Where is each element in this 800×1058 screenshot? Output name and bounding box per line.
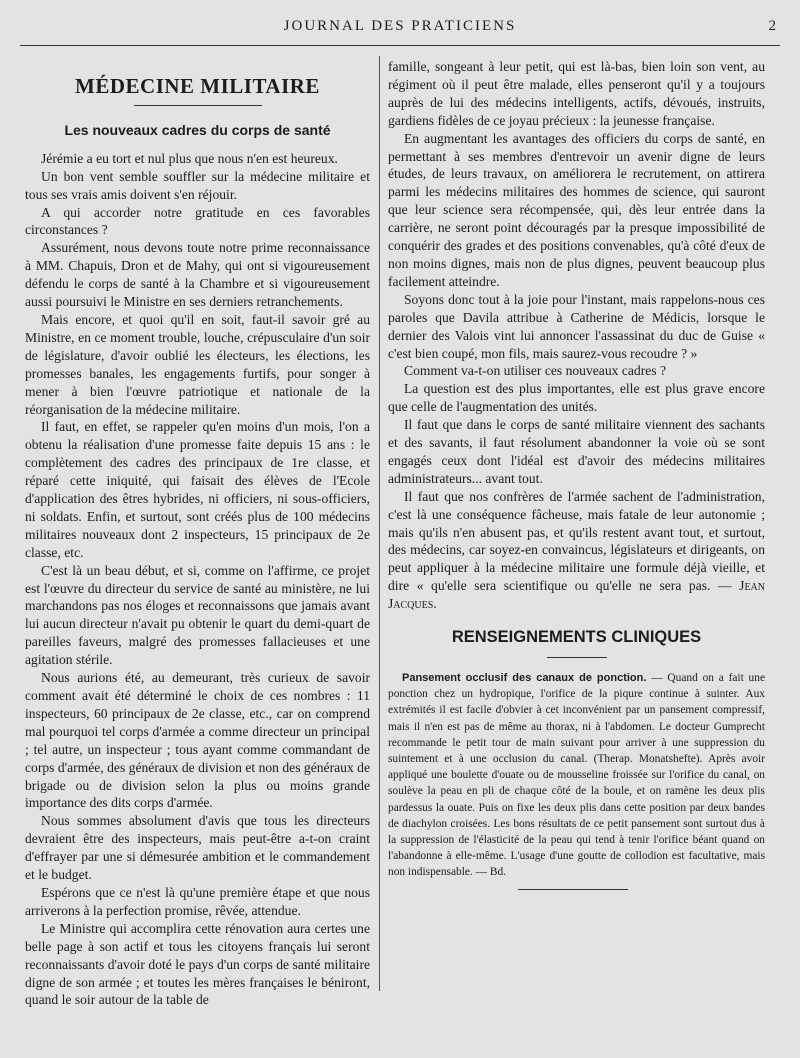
page-number: 2 — [768, 18, 776, 34]
clinical-text: — Quand on a fait une ponction chez un hydropique, l'orifice de la piqure continue à suinter. Aux extrémités il est facile d'obvier à cet inconvénient par un pansement compressif, mais il n'en est pas de même au thorax, ni à l'abdomen. Le docteur Gumprecht recommande le petit tour de main suivant pour arriver à une suppression du suintement et à une occlusion du canal. (Therap. Monatshefte). Après avoir appliqué une boulette d'ouate ou de mousseline froissée sur l'orifice du canal, on soulève la peau en pli de chaque côté de la boule, et on ramène les deux plis pardessus la ouate. Puis on fixe les deux plis dans cette position par deux bandes de diachylon croisées. Les bons résultats de ce petit pansement sont surtout dus à la suppression de l'élasticité de la peau qui tend à tenir l'orifice béant quand on l'abandonne à elle-même. L'usage d'une goutte de collodion est facultative, mais non indispensable. — Bd. — [388, 672, 765, 879]
title-rule — [134, 105, 262, 106]
paragraph-with-signature — [388, 488, 765, 613]
paragraph: Comment va-t-on utiliser ces nouveaux cadres ? — [404, 363, 666, 379]
paragraph: Mais encore, et quoi qu'il en soit, faut-il savoir gré au Ministre, en ce moment trouble, louche, crépusculaire d'un soir de législature, d'avoir oublié les électeurs, les élections, les promesses banales, les engagements furtifs, pour songer à mener à bien l'œuvre patriotique et nationale de la réorganisation de la médecine militaire. — [25, 311, 370, 417]
paragraph: C'est là un beau début, et si, comme on l'affirme, ce projet est l'œuvre du directeur du service de santé au ministère, ne lui marchandons pas nos éloges et reconnaissons que jamais avant lui aucun directeur n'avait pu obtenir le quart du demi-quart de pareilles faveurs, malgré des promesses fallacieuses et une agitation stérile. — [25, 562, 370, 668]
signature: Jean Jacques. — [388, 578, 765, 612]
paragraph: Il faut, en effet, se rappeler qu'en moins d'un mois, l'on a obtenu la réalisation d'une promesse faite depuis 15 ans : le complètement des cadres des principaux de 1re classe, et réparé cette iniquité, qui faisait des élèves de l'Ecole d'application des êtres hybrides, ni officiers, ni sous-officiers, ni soldats. Enfin, et surtout, sont créés plus de 100 médecins militaires nouveaux dont 2 inspecteurs, 15 principaux de 2e classe, etc. — [25, 419, 370, 560]
paragraph: Le Ministre qui accomplira cette rénovation aura certes une belle page à son actif et tous les citoyens français lui seront reconnaissants d'avoir doté le pays d'un corps de santé militaire digne de son armée ; et toutes les mères françaises le béniront, quand le soir autour de la table de — [25, 920, 370, 1008]
paragraph: En augmentant les avantages des officiers du corps de santé, en permettant à ses membres d'entrevoir un avenir digne de leurs études, de leurs travaux, on améliorera le recrutement, on attirera parmi les médecins militaires des hommes de science, qui sauront que leur science sera récompensée, qui, dès leur entrée dans la carrière, ne seront point découragés par la presque impossibilité de conquérir des grades et des positions convenables, qu'à côté d'eux de non moins dignes, mais non de plus dignes, peuvent beaucoup plus facilement atteindre. — [388, 130, 765, 289]
title-rule — [547, 657, 607, 658]
paragraph: Espérons que ce n'est là qu'une première étape et que nous arriverons à la perfection promise, rêvée, attendue. — [25, 884, 370, 918]
running-header — [18, 18, 782, 42]
section-title: MÉDECINE MILITAIRE — [75, 74, 320, 98]
column-rule — [379, 56, 380, 991]
clinical-paragraph — [388, 670, 765, 881]
right-column — [388, 58, 765, 890]
paragraph: Soyons donc tout à la joie pour l'instant, mais rappelons-nous ces paroles que Davila attribue à Catherine de Médicis, lorsque le dernier des Valois vint lui annoncer l'assassinat du duc de Guise « c'est bien coupé, mon fils, mais saurez-vous recoudre ? » — [388, 291, 765, 361]
paragraph: famille, songeant à leur petit, qui est là-bas, bien loin son vent, au régiment où il peut être malade, elles penseront qu'il y a toujours auprès de lui des médecins intelligents, actifs, dévoués, instruits, gardiens fidèles de ce joyau précieux : la jeunesse française. — [388, 59, 765, 128]
paragraph: A qui accorder notre gratitude en ces favorables circonstances ? — [25, 204, 370, 238]
paragraph: Assurément, nous devons toute notre prime reconnaissance à MM. Chapuis, Dron et de Mahy, qui ont si vigoureusement défendu le corps de santé à la Chambre et si vigoureusement aussi poursuivi le Ministre en ses derniers retranchements. — [25, 240, 370, 310]
paragraph-text: Il faut que nos confrères de l'armée sachent de l'administration, c'est là une conséquence fâcheuse, mais fatale de leur autonomie ; mais qu'ils n'en abusent pas, et qu'ils restent avant tout, et surtout, des médecins, car soyez-en convaincus, législateurs et dirigeants, on peut appliquer à la médecine militaire une formule déjà vieille, et dire « qu'elle sera scientifique ou qu'elle ne sera pas. — — [388, 488, 765, 594]
paragraph: Un bon vent semble souffler sur la médecine militaire et tous ses vrais amis doivent s'en réjouir. — [25, 168, 370, 202]
paragraph: La question est des plus importantes, elle est plus grave encore que celle de l'augmentation des unités. — [388, 381, 765, 415]
header-rule — [20, 45, 780, 46]
clinical-note — [388, 670, 765, 881]
end-rule — [518, 889, 628, 890]
paragraph: Il faut que dans le corps de santé militaire viennent des sachants et des savants, il faut résolument abandonner la voie où se sont engagés ceux dont l'idéal est d'avoir des médecins militaires administrateurs... avant tout. — [388, 417, 765, 486]
left-column — [25, 58, 370, 1009]
paragraph: Nous sommes absolument d'avis que tous les directeurs devraient être des inspecteurs, mais peut-être a-t-on craint d'effrayer par une si démesurée ambition et le commandement et le budget. — [25, 813, 370, 883]
runin-title: Pansement occlusif des canaux de ponction. — [402, 672, 647, 684]
section-title-clinical: RENSEIGNEMENTS CLINIQUES — [451, 628, 702, 647]
article-title: Les nouveaux cadres du corps de santé — [64, 121, 331, 138]
journal-title: JOURNAL DES PRATICIENS — [283, 18, 517, 34]
paragraph: Jérémie a eu tort et nul plus que nous n'en est heureux. — [41, 150, 338, 166]
paragraph: Nous aurions été, au demeurant, très curieux de savoir comment avait été déterminé le choix de ces nombres : 11 inspecteurs, 60 principaux de 2e classe, etc., car on comprend mal pourquoi tel corps d'armée a comme directeur un principal ; tel autre, un inspecteur ; tous ayant comme commandant de corps d'armée, des généraux de division et non des généraux de brigade ou de division selon la plus ou moins grande importance des dits corps d'armée. — [25, 670, 370, 811]
